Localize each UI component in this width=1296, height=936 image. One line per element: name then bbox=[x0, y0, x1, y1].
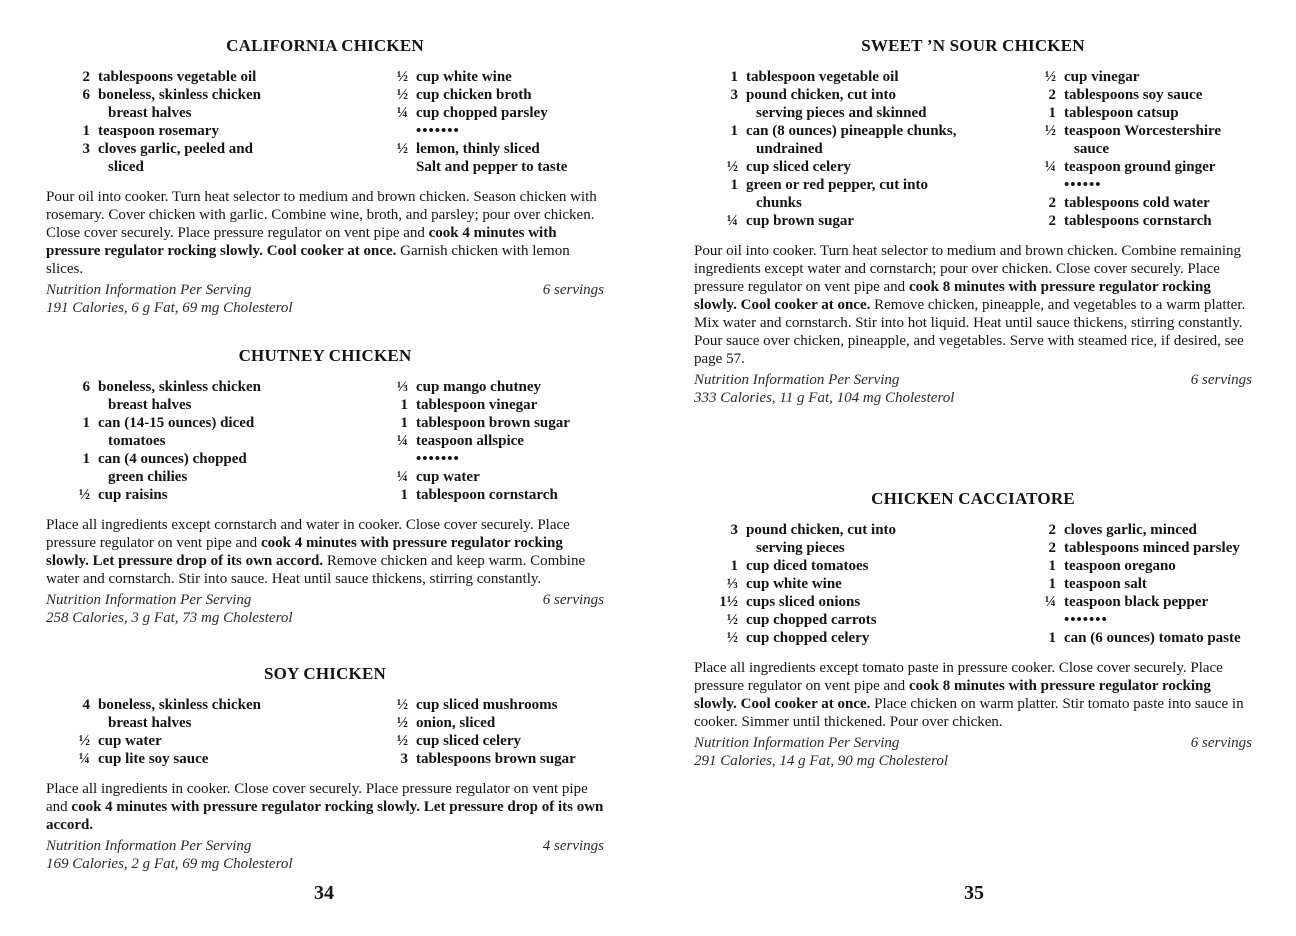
ingredient-text bbox=[1064, 194, 1252, 212]
ingredient-name-continued: breast halves bbox=[108, 715, 192, 731]
ingredient-name: cup chopped parsley bbox=[416, 105, 548, 121]
ingredient-item bbox=[386, 414, 604, 432]
ingredient-column bbox=[694, 521, 1034, 647]
ingredient-quantity: ½ bbox=[396, 69, 408, 85]
ingredient-text bbox=[416, 158, 604, 176]
ingredient-quantity: 1 bbox=[1048, 105, 1056, 121]
ingredient-quantity: 3 bbox=[730, 87, 738, 103]
ingredient-name: tablespoons brown sugar bbox=[416, 751, 576, 767]
ingredient-quantity: ⅓ bbox=[396, 379, 408, 395]
ingredient-text bbox=[746, 611, 1034, 629]
ingredient-text bbox=[98, 486, 386, 504]
ingredient-columns bbox=[694, 521, 1252, 647]
ingredient-item bbox=[1034, 194, 1252, 212]
ingredient-quantity: ½ bbox=[396, 733, 408, 749]
ingredient-quantity: 3 bbox=[730, 522, 738, 538]
nutrition-line bbox=[46, 837, 604, 855]
servings: 6 servings bbox=[1190, 735, 1252, 751]
ingredient-name: cup lite soy sauce bbox=[98, 751, 209, 767]
ingredient-quantity: ½ bbox=[396, 87, 408, 103]
ingredient-item bbox=[46, 140, 386, 176]
ingredient-quantity: 2 bbox=[1048, 213, 1056, 229]
ingredient-name: cup sliced mushrooms bbox=[416, 697, 558, 713]
ingredient-text bbox=[416, 68, 604, 86]
ingredient-column bbox=[386, 68, 604, 176]
ingredient-item bbox=[1034, 539, 1252, 557]
nutrition-label: Nutrition Information Per Serving bbox=[46, 838, 252, 854]
ingredient-quantity: ½ bbox=[726, 612, 738, 628]
ingredient-item bbox=[46, 122, 386, 140]
ingredient-item bbox=[1034, 593, 1252, 611]
instructions-bold: cook 8 minutes with pressure regulator rocking slowly. Cool cooker at once. bbox=[694, 279, 1211, 313]
ingredient-name: teaspoon rosemary bbox=[98, 123, 219, 139]
ingredient-quantity: ¼ bbox=[726, 213, 738, 229]
ingredient-column bbox=[46, 696, 386, 768]
recipe-instructions bbox=[694, 659, 1252, 731]
recipe-chutney-chicken bbox=[46, 346, 604, 627]
recipe-instructions bbox=[694, 242, 1252, 368]
ingredient-quantity: 1 bbox=[82, 415, 90, 431]
ingredient-item bbox=[386, 68, 604, 86]
ingredient-name: cups sliced onions bbox=[746, 594, 861, 610]
ingredient-item bbox=[46, 68, 386, 86]
ingredient-name-continued: breast halves bbox=[108, 397, 192, 413]
ingredient-name: teaspoon Worcestershire bbox=[1064, 123, 1222, 139]
ingredient-text bbox=[98, 414, 386, 450]
instructions-text: Remove chicken, pineapple, and vegetables to a warm platter. Mix water and cornstarch. Stir into hot liquid. Heat until sauce thickens, stirring constantly. Pour sauce over chicken, pineapple, and vegetables. Serve with steamed rice, if desired, see page 57. bbox=[694, 297, 1246, 367]
ingredient-item bbox=[1034, 68, 1252, 86]
servings: 6 servings bbox=[542, 282, 604, 298]
ingredient-name: pound chicken, cut into bbox=[746, 87, 897, 103]
ingredient-text bbox=[416, 104, 604, 122]
ingredient-quantity: ⅓ bbox=[726, 576, 738, 592]
ingredient-quantity: 1½ bbox=[719, 594, 738, 610]
nutrition-label: Nutrition Information Per Serving bbox=[694, 372, 900, 388]
ingredient-item bbox=[46, 414, 386, 450]
instructions-text: Place all ingredients except cornstarch and water in cooker. Close cover securely. Place pressure regulator on vent pipe and bbox=[46, 517, 570, 551]
ingredient-quantity: 1 bbox=[82, 123, 90, 139]
ingredient-text bbox=[1064, 158, 1252, 176]
ingredient-quantity: ½ bbox=[396, 697, 408, 713]
ingredient-item bbox=[386, 158, 604, 176]
ingredient-text bbox=[416, 468, 604, 486]
ingredient-text bbox=[98, 140, 386, 176]
ingredient-text bbox=[746, 212, 1034, 230]
ingredient-item bbox=[694, 575, 1034, 593]
ingredient-quantity: 1 bbox=[82, 451, 90, 467]
servings: 4 servings bbox=[542, 838, 604, 854]
ingredient-quantity: 2 bbox=[1048, 540, 1056, 556]
instructions-text: Pour oil into cooker. Turn heat selector to medium and brown chicken. Season chicken with rosemary. Cover chicken with garlic. Combine wine, broth, and parsley; pour over chicken. Close cover securely. Place pressure regulator on vent pipe and bbox=[46, 189, 597, 241]
ingredient-name: boneless, skinless chicken bbox=[98, 379, 261, 395]
ingredient-item bbox=[694, 86, 1034, 122]
servings: 6 servings bbox=[542, 592, 604, 608]
nutrition-line bbox=[694, 734, 1252, 752]
ingredient-text bbox=[1064, 593, 1252, 611]
ingredient-name: cloves garlic, minced bbox=[1064, 522, 1197, 538]
ingredient-quantity: 6 bbox=[82, 379, 90, 395]
ingredient-item bbox=[46, 450, 386, 486]
ingredient-name-continued: breast halves bbox=[108, 105, 192, 121]
nutrition-values: 258 Calories, 3 g Fat, 73 mg Cholesterol bbox=[46, 610, 293, 626]
ingredient-name: tablespoons vegetable oil bbox=[98, 69, 257, 85]
ingredient-name: pound chicken, cut into bbox=[746, 522, 897, 538]
ingredient-name: tablespoons cold water bbox=[1064, 195, 1210, 211]
ingredient-name: tablespoons minced parsley bbox=[1064, 540, 1240, 556]
ingredient-item bbox=[1034, 521, 1252, 539]
ingredient-text bbox=[416, 86, 604, 104]
ingredient-columns bbox=[694, 68, 1252, 230]
ingredient-quantity: ½ bbox=[396, 141, 408, 157]
ingredient-item bbox=[1034, 557, 1252, 575]
ingredient-name: teaspoon allspice bbox=[416, 433, 524, 449]
ingredient-quantity: 1 bbox=[1048, 630, 1056, 646]
ingredient-text bbox=[98, 378, 386, 414]
nutrition-label: Nutrition Information Per Serving bbox=[694, 735, 900, 751]
ingredient-text bbox=[416, 414, 604, 432]
ingredient-item bbox=[694, 68, 1034, 86]
right-page bbox=[648, 0, 1296, 936]
ingredient-name: boneless, skinless chicken bbox=[98, 697, 261, 713]
ingredient-text bbox=[1064, 212, 1252, 230]
ingredient-text bbox=[1064, 629, 1252, 647]
ingredient-text bbox=[746, 521, 1034, 557]
ingredient-item bbox=[1034, 629, 1252, 647]
ingredient-item bbox=[46, 378, 386, 414]
ingredient-text bbox=[416, 378, 604, 396]
ingredient-name: cup brown sugar bbox=[746, 213, 855, 229]
ingredient-item bbox=[694, 158, 1034, 176]
ingredient-item bbox=[386, 714, 604, 732]
ingredient-name: cup chopped celery bbox=[746, 630, 870, 646]
ingredient-name: cup chopped carrots bbox=[746, 612, 877, 628]
ingredient-name: cup chicken broth bbox=[416, 87, 532, 103]
ingredient-item bbox=[1034, 212, 1252, 230]
ingredient-name: cloves garlic, peeled and bbox=[98, 141, 253, 157]
ingredient-quantity: 1 bbox=[730, 177, 738, 193]
ingredient-quantity: ¼ bbox=[1044, 594, 1056, 610]
servings: 6 servings bbox=[1190, 372, 1252, 388]
ingredient-quantity: 3 bbox=[82, 141, 90, 157]
separator-dots: ••••••• bbox=[1064, 612, 1108, 628]
ingredient-item bbox=[694, 557, 1034, 575]
ingredient-quantity: ½ bbox=[1044, 69, 1056, 85]
ingredient-column bbox=[46, 378, 386, 504]
ingredient-text bbox=[98, 86, 386, 122]
nutrition-values: 291 Calories, 14 g Fat, 90 mg Cholesterol bbox=[694, 753, 949, 769]
separator-dots: ••••••• bbox=[416, 451, 460, 467]
ingredient-item bbox=[1034, 158, 1252, 176]
ingredient-item bbox=[1034, 575, 1252, 593]
ingredient-text bbox=[1064, 122, 1252, 158]
ingredient-text bbox=[416, 140, 604, 158]
ingredient-quantity: ¼ bbox=[1044, 159, 1056, 175]
nutrition-values: 191 Calories, 6 g Fat, 69 mg Cholesterol bbox=[46, 300, 293, 316]
ingredient-quantity: 1 bbox=[730, 558, 738, 574]
ingredient-name-continued: tomatoes bbox=[108, 433, 166, 449]
nutrition-values: 333 Calories, 11 g Fat, 104 mg Cholesterol bbox=[694, 390, 955, 406]
ingredient-item bbox=[386, 468, 604, 486]
ingredient-quantity: ¼ bbox=[396, 105, 408, 121]
ingredient-text bbox=[98, 68, 386, 86]
nutrition-line bbox=[46, 281, 604, 299]
ingredient-text bbox=[746, 122, 1034, 158]
ingredient-name: teaspoon black pepper bbox=[1064, 594, 1209, 610]
ingredient-name: tablespoons soy sauce bbox=[1064, 87, 1203, 103]
ingredient-quantity: ½ bbox=[1044, 123, 1056, 139]
nutrition-values: 169 Calories, 2 g Fat, 69 mg Cholesterol bbox=[46, 856, 293, 872]
ingredient-item bbox=[694, 629, 1034, 647]
ingredient-text bbox=[746, 176, 1034, 212]
ingredient-text bbox=[746, 86, 1034, 122]
ingredient-text bbox=[1064, 68, 1252, 86]
ingredient-text bbox=[98, 750, 386, 768]
ingredient-item bbox=[386, 104, 604, 122]
ingredient-item bbox=[386, 696, 604, 714]
ingredient-name: teaspoon ground ginger bbox=[1064, 159, 1216, 175]
ingredient-item bbox=[386, 86, 604, 104]
ingredient-name-continued: undrained bbox=[756, 141, 823, 157]
ingredient-name-continued: sauce bbox=[1074, 141, 1109, 157]
ingredient-text bbox=[416, 696, 604, 714]
separator-dots: ••••••• bbox=[416, 123, 460, 139]
ingredient-text bbox=[98, 450, 386, 486]
ingredient-quantity: 1 bbox=[400, 487, 408, 503]
ingredient-item bbox=[386, 750, 604, 768]
ingredient-name: cup white wine bbox=[746, 576, 842, 592]
ingredient-column bbox=[694, 68, 1034, 230]
instructions-bold: cook 8 minutes with pressure regulator rocking slowly. Cool cooker at once. bbox=[694, 678, 1211, 712]
ingredient-column bbox=[386, 378, 604, 504]
ingredient-quantity: ¼ bbox=[78, 751, 90, 767]
ingredient-name: tablespoon cornstarch bbox=[416, 487, 558, 503]
ingredient-item bbox=[694, 593, 1034, 611]
ingredient-text bbox=[98, 696, 386, 732]
ingredient-item bbox=[46, 486, 386, 504]
ingredient-name: lemon, thinly sliced bbox=[416, 141, 540, 157]
instructions-text: Garnish chicken with lemon slices. bbox=[46, 243, 570, 277]
nutrition-label: Nutrition Information Per Serving bbox=[46, 592, 252, 608]
ingredient-quantity: 4 bbox=[82, 697, 90, 713]
ingredient-name-continued: serving pieces and skinned bbox=[756, 105, 927, 121]
ingredient-name: cup sliced celery bbox=[746, 159, 851, 175]
ingredient-name: cup mango chutney bbox=[416, 379, 542, 395]
recipe-instructions bbox=[46, 780, 604, 834]
instructions-bold: cook 4 minutes with pressure regulator rocking slowly. Let pressure drop of its own accord. bbox=[46, 799, 604, 833]
ingredient-quantity: 1 bbox=[400, 397, 408, 413]
ingredient-name: cup white wine bbox=[416, 69, 512, 85]
ingredient-item bbox=[694, 611, 1034, 629]
ingredient-quantity: ½ bbox=[78, 487, 90, 503]
recipe-sweet-n-sour-chicken bbox=[694, 36, 1252, 407]
ingredient-text bbox=[416, 714, 604, 732]
ingredient-name: cup water bbox=[416, 469, 480, 485]
ingredient-item bbox=[1034, 104, 1252, 122]
recipe-instructions bbox=[46, 516, 604, 588]
ingredient-name: tablespoon vegetable oil bbox=[746, 69, 899, 85]
recipe-title: CALIFORNIA CHICKEN bbox=[226, 36, 424, 55]
instructions-text: Place all ingredients except tomato paste in pressure cooker. Close cover securely. Place pressure regulator on vent pipe and bbox=[694, 660, 1223, 694]
ingredient-item bbox=[386, 432, 604, 450]
ingredient-name: tablespoon catsup bbox=[1064, 105, 1179, 121]
ingredient-text bbox=[416, 732, 604, 750]
ingredient-name: cup water bbox=[98, 733, 162, 749]
ingredient-name: tablespoons cornstarch bbox=[1064, 213, 1212, 229]
ingredient-quantity: ¼ bbox=[396, 433, 408, 449]
ingredient-column bbox=[1034, 68, 1252, 230]
ingredient-column bbox=[46, 68, 386, 176]
recipe-title: SWEET ’N SOUR CHICKEN bbox=[861, 36, 1085, 55]
ingredient-name: cup vinegar bbox=[1064, 69, 1140, 85]
ingredient-text bbox=[416, 486, 604, 504]
ingredient-item bbox=[694, 521, 1034, 557]
ingredient-quantity: ½ bbox=[78, 733, 90, 749]
ingredient-quantity: 6 bbox=[82, 87, 90, 103]
ingredient-name: can (6 ounces) tomato paste bbox=[1064, 630, 1241, 646]
ingredient-item bbox=[1034, 122, 1252, 158]
ingredient-text bbox=[746, 557, 1034, 575]
ingredient-quantity: ½ bbox=[726, 159, 738, 175]
ingredient-columns bbox=[46, 378, 604, 504]
ingredient-quantity: 1 bbox=[1048, 558, 1056, 574]
recipe-chicken-cacciatore bbox=[694, 489, 1252, 770]
ingredient-text bbox=[416, 750, 604, 768]
ingredient-name-continued: green chilies bbox=[108, 469, 188, 485]
ingredient-text bbox=[416, 432, 604, 450]
ingredient-quantity: 2 bbox=[82, 69, 90, 85]
ingredient-text bbox=[1064, 86, 1252, 104]
instructions-bold: cook 4 minutes with pressure regulator rocking slowly. Cool cooker at once. bbox=[46, 225, 557, 259]
ingredient-columns bbox=[46, 68, 604, 176]
ingredient-quantity: 3 bbox=[400, 751, 408, 767]
nutrition-label: Nutrition Information Per Serving bbox=[46, 282, 252, 298]
ingredient-name: onion, sliced bbox=[416, 715, 496, 731]
page-number: 35 bbox=[964, 882, 984, 904]
ingredient-item bbox=[46, 696, 386, 732]
ingredient-quantity: 2 bbox=[1048, 522, 1056, 538]
ingredient-name: teaspoon oregano bbox=[1064, 558, 1176, 574]
ingredient-name: can (8 ounces) pineapple chunks, bbox=[746, 123, 957, 139]
recipe-california-chicken bbox=[46, 36, 604, 317]
ingredient-text bbox=[1064, 557, 1252, 575]
ingredient-columns bbox=[46, 696, 604, 768]
ingredient-name-continued: chunks bbox=[756, 195, 802, 211]
ingredient-text bbox=[746, 629, 1034, 647]
ingredient-text bbox=[746, 68, 1034, 86]
instructions-text: Pour oil into cooker. Turn heat selector to medium and brown chicken. Combine remaining ingredients except water and cornstarch; pour over chicken. Close cover securely. Place pressure regulator on vent pipe and bbox=[694, 243, 1241, 295]
ingredient-name-continued: sliced bbox=[108, 159, 144, 175]
ingredient-name: can (14-15 ounces) diced bbox=[98, 415, 255, 431]
instructions-text: Place chicken on warm platter. Stir tomato paste into sauce in cooker. Simmer until thickened. Pour over chicken. bbox=[694, 696, 1244, 730]
ingredient-text bbox=[1064, 104, 1252, 122]
nutrition-line bbox=[694, 371, 1252, 389]
ingredient-name: green or red pepper, cut into bbox=[746, 177, 928, 193]
ingredient-text bbox=[416, 396, 604, 414]
ingredient-quantity: ½ bbox=[726, 630, 738, 646]
recipe-title: CHICKEN CACCIATORE bbox=[871, 489, 1075, 508]
ingredient-item bbox=[1034, 86, 1252, 104]
ingredient-quantity: 1 bbox=[730, 69, 738, 85]
ingredient-name: tablespoon brown sugar bbox=[416, 415, 570, 431]
ingredient-text bbox=[1064, 521, 1252, 539]
ingredient-quantity bbox=[386, 158, 416, 176]
ingredient-item bbox=[46, 750, 386, 768]
ingredient-item bbox=[386, 732, 604, 750]
recipe-soy-chicken bbox=[46, 664, 604, 873]
ingredient-name: can (4 ounces) chopped bbox=[98, 451, 247, 467]
ingredient-quantity: 1 bbox=[730, 123, 738, 139]
recipe-title: CHUTNEY CHICKEN bbox=[238, 346, 412, 365]
ingredient-item bbox=[46, 732, 386, 750]
ingredient-quantity: 2 bbox=[1048, 87, 1056, 103]
ingredient-text bbox=[746, 158, 1034, 176]
ingredient-quantity: 1 bbox=[1048, 576, 1056, 592]
instructions-text: Place all ingredients in cooker. Close cover securely. Place pressure regulator on vent pipe and bbox=[46, 781, 588, 815]
ingredient-text bbox=[98, 732, 386, 750]
ingredient-item bbox=[386, 486, 604, 504]
ingredient-text bbox=[746, 575, 1034, 593]
ingredient-column bbox=[386, 696, 604, 768]
ingredient-name: cup diced tomatoes bbox=[746, 558, 869, 574]
ingredient-item bbox=[386, 140, 604, 158]
ingredient-name: teaspoon salt bbox=[1064, 576, 1147, 592]
ingredient-quantity: ½ bbox=[396, 715, 408, 731]
ingredient-quantity: 1 bbox=[400, 415, 408, 431]
ingredient-text bbox=[1064, 575, 1252, 593]
ingredient-quantity: ¼ bbox=[396, 469, 408, 485]
ingredient-text bbox=[98, 122, 386, 140]
ingredient-name: tablespoon vinegar bbox=[416, 397, 538, 413]
nutrition-line bbox=[46, 591, 604, 609]
recipe-title: SOY CHICKEN bbox=[263, 664, 386, 683]
ingredient-item bbox=[694, 122, 1034, 158]
instructions-bold: cook 4 minutes with pressure regulator rocking slowly. Let pressure drop of its own accord. bbox=[46, 535, 563, 569]
ingredient-quantity: 2 bbox=[1048, 195, 1056, 211]
ingredient-item bbox=[694, 176, 1034, 212]
ingredient-name: cup raisins bbox=[98, 487, 168, 503]
instructions-text: Remove chicken and keep warm. Combine water and cornstarch. Stir into sauce. Heat until sauce thickens, stirring constantly. bbox=[46, 553, 586, 587]
ingredient-column bbox=[1034, 521, 1252, 647]
ingredient-name-continued: serving pieces bbox=[756, 540, 845, 556]
ingredient-text bbox=[1064, 539, 1252, 557]
ingredient-item bbox=[694, 212, 1034, 230]
separator-dots: •••••• bbox=[1064, 177, 1102, 193]
ingredient-item bbox=[386, 396, 604, 414]
ingredient-name: cup sliced celery bbox=[416, 733, 521, 749]
page-number: 34 bbox=[314, 882, 334, 904]
ingredient-name: boneless, skinless chicken bbox=[98, 87, 261, 103]
ingredient-item bbox=[46, 86, 386, 122]
ingredient-item bbox=[386, 378, 604, 396]
ingredient-text bbox=[746, 593, 1034, 611]
recipe-instructions bbox=[46, 188, 604, 278]
ingredient-name: Salt and pepper to taste bbox=[416, 159, 568, 175]
